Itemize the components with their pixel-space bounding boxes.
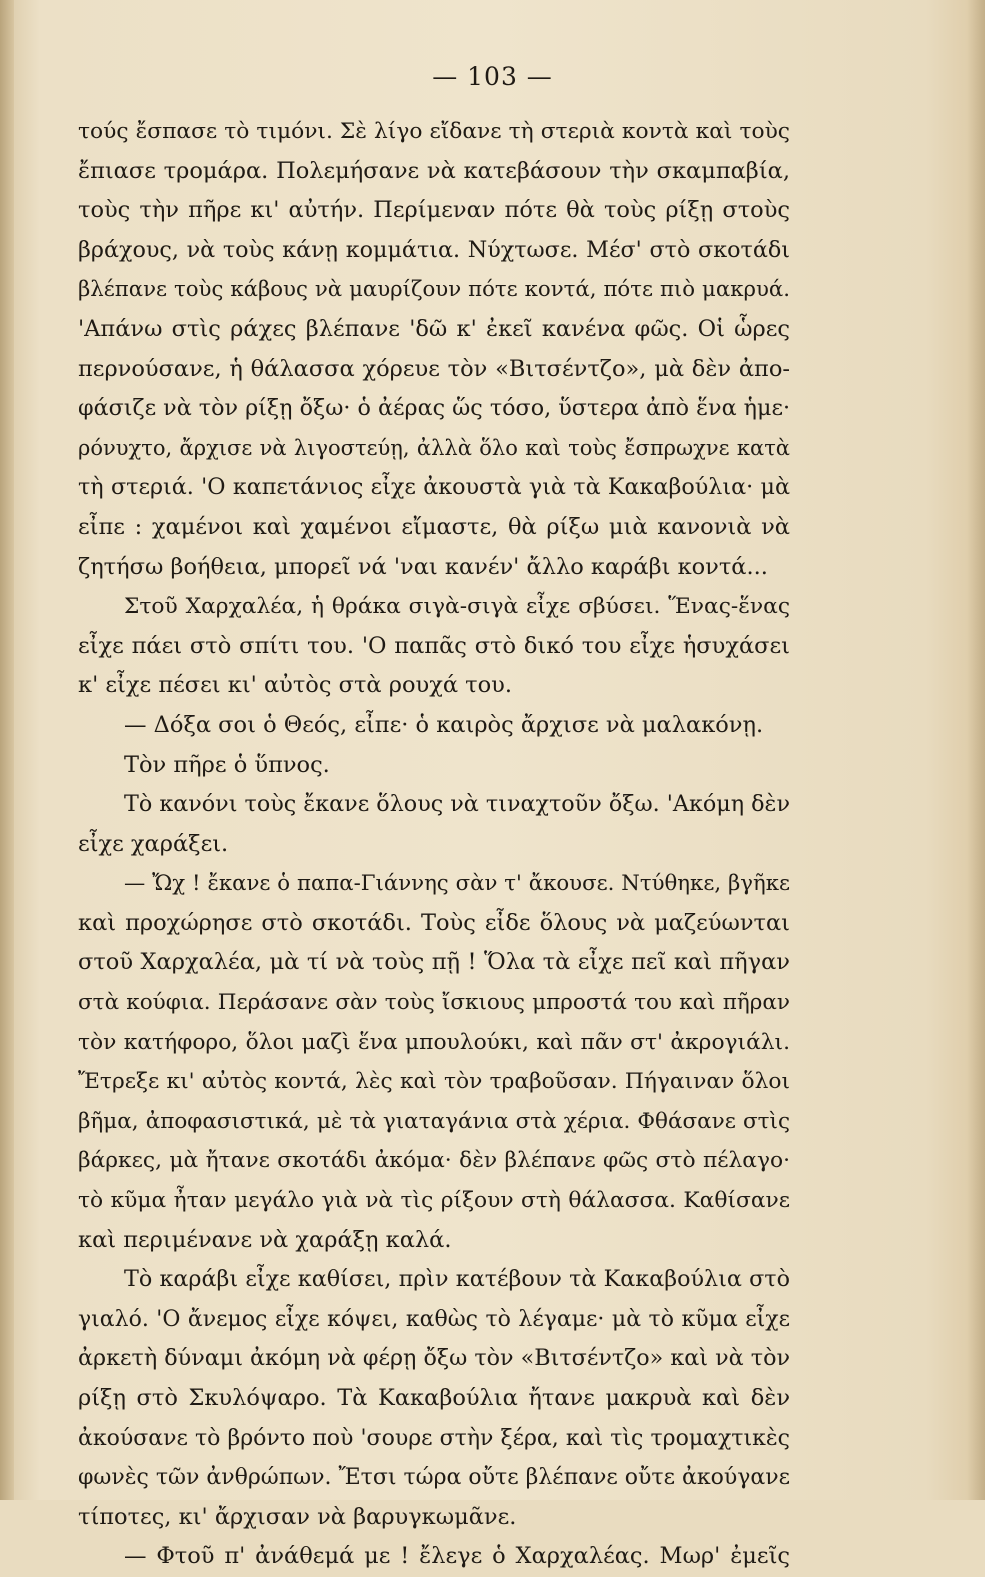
text-line: τὸν κατήφορο, ὅλοι μαζὶ ἕνα μπουλούκι, καὶ πᾶν στ' ἀκρογιάλι. bbox=[78, 1029, 790, 1055]
text-line: περνούσανε, ἡ θάλασσα χόρευε τὸν «Βιτσέντζο», μὰ δὲν ἀπο- bbox=[78, 355, 790, 382]
body-text bbox=[78, 112, 790, 1577]
text-line: καὶ περιμένανε νὰ χαράξῃ καλά. bbox=[78, 1226, 452, 1253]
text-line: — Δόξα σοι ὁ Θεός, εἶπε· ὁ καιρὸς ἄρχισε νὰ μαλακόνῃ. bbox=[124, 711, 764, 738]
text-line: φωνὲς τῶν ἀνθρώπων. Ἔτσι τώρα οὔτε βλέπανε οὔτε ἀκούγανε bbox=[78, 1465, 790, 1491]
text-line: εἶχε πάει στὸ σπίτι του. 'Ο παπᾶς στὸ δικό του εἶχε ἡσυχάσει bbox=[78, 632, 790, 659]
text-line: τούς ἔσπασε τὸ τιμόνι. Σὲ λίγο εἴδανε τὴ στεριὰ κοντὰ καὶ τοὺς bbox=[78, 119, 790, 144]
text-line: τὸ κῦμα ἦταν μεγάλο γιὰ νὰ τὶς ρίξουν στὴ θάλασσα. Καθίσανε bbox=[78, 1188, 790, 1214]
text-line: κ' εἶχε πέσει κι' αὐτὸς στὰ ρουχά του. bbox=[78, 672, 513, 699]
page-edge-shadow bbox=[967, 0, 985, 1500]
text-line: γιαλό. 'Ο ἄνεμος εἶχε κόψει, καθὼς τὸ λέγαμε· μὰ τὸ κῦμα εἶχε bbox=[78, 1306, 790, 1332]
text-line: βλέπανε τοὺς κάβους νὰ μαυρίζουν πότε κοντά, πότε πιὸ μακρυά. bbox=[78, 277, 790, 303]
text-line: 'Απάνω στὶς ράχες βλέπανε 'δῶ κ' ἐκεῖ κανένα φῶς. Οἱ ὧρες bbox=[78, 315, 790, 342]
text-line: ἔπιασε τρομάρα. Πολεμήσανε νὰ κατεβάσουν τὴν σκαμπαβία, bbox=[78, 157, 790, 184]
text-line: Τὸν πῆρε ὁ ὕπνος. bbox=[124, 751, 330, 778]
text-line: βάρκες, μὰ ἤτανε σκοτάδι ἀκόμα· δὲν βλέπανε φῶς στὸ πέλαγο· bbox=[78, 1148, 790, 1174]
text-line: Τὸ καράβι εἶχε καθίσει, πρὶν κατέβουν τὰ Κακαβούλια στὸ bbox=[124, 1266, 790, 1293]
text-line: ρόνυχτο, ἄρχισε νὰ λιγοστεύῃ, ἀλλὰ ὅλο καὶ τοὺς ἔσπρωχνε κατὰ bbox=[78, 435, 790, 460]
text-line: τίποτες, κι' ἄρχισαν νὰ βαρυγκωμᾶνε. bbox=[78, 1503, 517, 1530]
text-line: στοῦ Χαρχαλέα, μὰ τί νὰ τοὺς πῇ ! Ὅλα τὰ εἶχε πεῖ καὶ πῆγαν bbox=[78, 949, 790, 976]
text-line: βῆμα, ἀποφασιστικά, μὲ τὰ γιαταγάνια στὰ χέρια. Φθάσανε στὶς bbox=[78, 1108, 790, 1134]
text-line: Τὸ κανόνι τοὺς ἔκανε ὅλους νὰ τιναχτοῦν ὄξω. 'Ακόμη δὲν bbox=[124, 791, 790, 818]
text-line: βράχους, νὰ τοὺς κάνῃ κομμάτια. Νύχτωσε. Μέσ' στὸ σκοτάδι bbox=[78, 236, 790, 263]
text-line: στὰ κούφια. Περάσανε σὰν τοὺς ἴσκιους μπροστά του καὶ πῆραν bbox=[78, 990, 790, 1016]
text-line: ἀκούσανε τὸ βρόντο ποὺ 'σουρε στὴν ξέρα, καὶ τὶς τρομαχτικὲς bbox=[78, 1425, 790, 1451]
text-line: ἀρκετὴ δύναμι ἀκόμη νὰ φέρῃ ὄξω τὸν «Βιτσέντζο» καὶ νὰ τὸν bbox=[78, 1345, 790, 1372]
text-line: φάσιζε νὰ τὸν ρίξῃ ὄξω· ὁ ἀέρας ὥς τόσο, ὕστερα ἀπὸ ἕνα ἡμε· bbox=[78, 395, 791, 422]
text-line: Ἔτρεξε κι' αὐτὸς κοντά, λὲς καὶ τὸν τραβοῦσαν. Πήγαιναν ὅλοι bbox=[78, 1069, 790, 1095]
text-line: — Ὤχ ! ἔκανε ὁ παπα-Γιάννης σὰν τ' ἄκουσε. Ντύθηκε, βγῆκε bbox=[124, 871, 790, 897]
text-line: καὶ προχώρησε στὸ σκοτάδι. Τοὺς εἶδε ὅλους νὰ μαζεύωνται bbox=[78, 909, 790, 936]
text-line: τοὺς τὴν πῆρε κι' αὐτήν. Περίμεναν πότε θὰ τοὺς ρίξῃ στοὺς bbox=[78, 197, 790, 224]
page-number: — 103 — bbox=[432, 62, 553, 91]
page-spine-shadow bbox=[0, 0, 14, 1500]
text-line: Στοῦ Χαρχαλέα, ἡ θράκα σιγὰ-σιγὰ εἶχε σβύσει. Ἕνας-ἕνας bbox=[124, 594, 790, 620]
text-line: ρίξῃ στὸ Σκυλόψαρο. Τὰ Κακαβούλια ἤτανε μακρυὰ καὶ δὲν bbox=[78, 1385, 790, 1411]
text-line: — Φτοῦ π' ἀνάθεμά με ! ἔλεγε ὁ Χαρχαλέας. Μωρ' ἐμεῖς bbox=[124, 1543, 790, 1570]
text-line: ζητήσω βοήθεια, μπορεῖ νά 'ναι κανέν' ἄλλο καράβι κοντά... bbox=[78, 553, 768, 580]
text-line: εἶπε : χαμένοι καὶ χαμένοι εἴμαστε, θὰ ρίξω μιὰ κανονιὰ νὰ bbox=[78, 513, 790, 540]
text-line: εἶχε χαράξει. bbox=[78, 830, 229, 857]
text-line: τὴ στεριά. 'Ο καπετάνιος εἶχε ἀκουστὰ γιὰ τὰ Κακαβούλια· μὰ bbox=[78, 474, 790, 501]
